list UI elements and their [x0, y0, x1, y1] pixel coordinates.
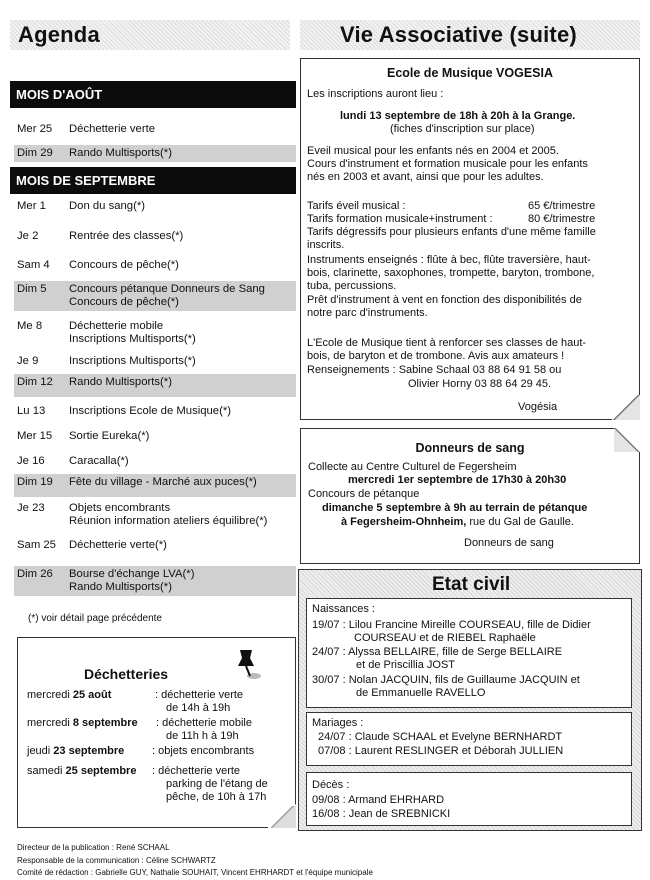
footer-communication: Responsable de la communication : Céline SCHWARTZ: [17, 856, 216, 865]
agenda-row: [14, 281, 296, 311]
mariage-line: 24/07 : Claude SCHAAL et Evelyne BERNHARDT: [318, 731, 563, 743]
ecole-text: nés en 2003 et avant, ainsi que pour les adultes.: [307, 171, 544, 183]
agenda-date: Dim 5: [17, 283, 47, 295]
ecole-text: (fiches d'inscription sur place): [390, 123, 535, 135]
deces-line: 09/08 : Armand EHRHARD: [312, 794, 445, 806]
month-september: MOIS DE SEPTEMBRE: [10, 167, 296, 194]
dechetterie-date-bold: 25 septembre: [65, 765, 137, 777]
agenda-row: [14, 500, 296, 530]
agenda-event: Rentrée des classes(*): [69, 230, 184, 242]
ecole-text: bois, de baryton et de trombone. Avis aux amateurs !: [307, 350, 565, 362]
donneurs-signature: Donneurs de sang: [464, 537, 554, 549]
ecole-text: Eveil musical pour les enfants nés en 2004 et 2005.: [307, 145, 559, 157]
agenda-date: Mer 25: [17, 123, 53, 135]
agenda-row: [14, 474, 296, 497]
donneurs-title: Donneurs de sang: [415, 441, 525, 455]
deces-label: Décès :: [312, 779, 350, 791]
agenda-date: Dim 26: [17, 568, 53, 580]
agenda-event: Inscriptions Multisports(*): [69, 355, 196, 367]
donneurs-text: mercredi 1er septembre de 17h30 à 20h30: [348, 474, 567, 486]
agenda-date: Mer 15: [17, 430, 53, 442]
donneurs-text: à Fegersheim-Ohnheim,: [341, 516, 467, 528]
ecole-signature: Vogésia: [518, 401, 558, 413]
pushpin-icon: [230, 644, 270, 689]
agenda-date: Dim 19: [17, 476, 53, 488]
ecole-title: Ecole de Musique VOGESIA: [386, 66, 553, 80]
agenda-event: Inscriptions Ecole de Musique(*): [69, 405, 231, 417]
agenda-row: [14, 145, 296, 162]
agenda-event: Concours de pêche(*): [69, 296, 179, 308]
mariages-label: Mariages :: [312, 717, 364, 729]
agenda-row: [14, 318, 296, 348]
ecole-text: L'Ecole de Musique tient à renforcer ses classes de haut-: [307, 337, 587, 349]
dechetterie-date: [27, 689, 111, 702]
vie-header: Vie Associative (suite): [340, 22, 577, 47]
agenda-event: Réunion information ateliers équilibre(*): [69, 515, 268, 527]
ecole-text: Olivier Horny 03 88 64 29 45.: [408, 378, 552, 390]
dechetterie-info: : déchetterie verte: [155, 689, 244, 701]
agenda-date: Lu 13: [17, 405, 46, 417]
dechetterie-date: [27, 717, 138, 730]
dechetterie-day: samedi: [27, 765, 66, 777]
agenda-date: Sam 4: [17, 259, 50, 271]
agenda-event: Déchetterie mobile: [69, 320, 164, 332]
ecole-text: Tarifs dégressifs pour plusieurs enfants d'une même famille: [307, 226, 596, 238]
agenda-event: Don du sang(*): [69, 200, 145, 212]
agenda-row: [14, 566, 296, 596]
dechetterie-info: : déchetterie mobile: [156, 717, 252, 729]
agenda-row: [14, 374, 296, 397]
agenda-event: Caracalla(*): [69, 455, 129, 467]
agenda-header: Agenda: [18, 22, 100, 47]
agenda-date: Je 9: [17, 355, 39, 367]
ecole-text: notre parc d'instruments.: [307, 307, 428, 319]
agenda-event: Concours pétanque Donneurs de Sang: [69, 283, 265, 295]
agenda-event: Sortie Eureka(*): [69, 430, 150, 442]
dechetterie-date-bold: 23 septembre: [53, 745, 125, 757]
agenda-event: Rando Multisports(*): [69, 376, 172, 388]
agenda-event: Objets encombrants: [69, 502, 171, 514]
ecole-text: Renseignements : Sabine Schaal 03 88 64 91 58 ou: [307, 364, 562, 376]
agenda-date: Je 23: [17, 502, 45, 514]
agenda-note: (*) voir détail page précédente: [28, 613, 162, 624]
donneurs-text: Collecte au Centre Culturel de Fegersheim: [308, 461, 517, 473]
ecole-text: Les inscriptions auront lieu :: [307, 88, 444, 100]
naissances-label: Naissances :: [312, 603, 375, 615]
ecole-text: Instruments enseignés : flûte à bec, flûte traversière, haut-: [307, 254, 591, 266]
dechetterie-date-bold: 25 août: [72, 689, 112, 701]
naissance-line: et de Priscillia JOST: [356, 659, 456, 671]
dechetterie-date-bold: 8 septembre: [72, 717, 138, 729]
agenda-row: [14, 403, 296, 420]
agenda-event: Déchetterie verte(*): [69, 539, 167, 551]
ecole-text: 65 €/trimestre: [528, 200, 596, 212]
agenda-date: Me 8: [17, 320, 43, 332]
naissance-line: de Emmanuelle RAVELLO: [356, 687, 486, 699]
dechetterie-day: jeudi: [27, 745, 54, 757]
page-curl: [268, 806, 296, 828]
agenda-event: Rando Multisports(*): [69, 147, 172, 159]
ecole-text: Cours d'instrument et formation musicale pour les enfants: [307, 158, 588, 170]
naissance-line: 24/07 : Alyssa BELLAIRE, fille de Serge BELLAIRE: [312, 646, 563, 658]
agenda-row: [14, 537, 296, 554]
footer-committee: Comité de rédaction : Gabrielle GUY, Nathalie SOUHAIT, Vincent EHRHARDT et l'équipe municipale: [17, 868, 373, 877]
dechetterie-info: parking de l'étang de: [166, 778, 268, 790]
donneurs-text: dimanche 5 septembre à 9h au terrain de pétanque: [322, 502, 588, 514]
dechetterie-date: [27, 765, 136, 778]
agenda-date: Je 2: [17, 230, 39, 242]
agenda-date: Je 16: [17, 455, 45, 467]
footer-director: Directeur de la publication : René SCHAAL: [17, 843, 170, 852]
agenda-event: Concours de pêche(*): [69, 259, 179, 271]
naissance-line: 19/07 : Lilou Francine Mireille COURSEAU, fille de Didier: [312, 619, 591, 631]
agenda-date: Mer 1: [17, 200, 46, 212]
naissance-line: 30/07 : Nolan JACQUIN, fils de Guillaume JACQUIN et: [312, 674, 580, 686]
dechetterie-info: : objets encombrants: [152, 745, 255, 757]
dechetterie-day: mercredi: [27, 717, 73, 729]
agenda-event: Rando Multisports(*): [69, 581, 172, 593]
agenda-row: [14, 453, 296, 470]
agenda-event: Inscriptions Multisports(*): [69, 333, 196, 345]
ecole-text: Tarifs éveil musical :: [307, 200, 406, 212]
donneurs-text: rue du Gal de Gaulle.: [466, 516, 574, 528]
naissance-line: COURSEAU et de RIEBEL Raphaële: [354, 632, 536, 644]
agenda-row: [14, 257, 296, 274]
ecole-text: 80 €/trimestre: [528, 213, 596, 225]
agenda-row: [14, 353, 296, 370]
dechetterie-info: : déchetterie verte: [152, 765, 241, 777]
dechetterie-info: de 14h à 19h: [166, 702, 231, 714]
dechetterie-info: pêche, de 10h à 17h: [166, 791, 267, 803]
dechetterie-date: [27, 745, 124, 758]
ecole-text: Prêt d'instrument à vent en fonction des disponibilités de: [307, 294, 582, 306]
agenda-row: [14, 198, 296, 215]
agenda-date: Dim 12: [17, 376, 53, 388]
ecole-text: inscrits.: [307, 239, 345, 251]
donneurs-text: Concours de pétanque: [308, 488, 420, 500]
agenda-row: [14, 121, 296, 138]
agenda-date: Dim 29: [17, 147, 53, 159]
agenda-event: Fête du village - Marché aux puces(*): [69, 476, 257, 488]
ecole-page-curl: [612, 395, 640, 420]
agenda-row: [14, 428, 296, 445]
ecole-text: Tarifs formation musicale+instrument :: [307, 213, 493, 225]
ecole-text: bois, clarinette, saxophones, trompette, baryton, trombone,: [307, 267, 595, 279]
ecole-text: tuba, percussions.: [307, 280, 397, 292]
agenda-row: [14, 228, 296, 245]
etat-civil-title: Etat civil: [432, 574, 511, 595]
month-august: MOIS D'AOÛT: [10, 81, 296, 108]
agenda-date: Sam 25: [17, 539, 56, 551]
agenda-event: Déchetterie verte: [69, 123, 156, 135]
mariage-line: 07/08 : Laurent RESLINGER et Déborah JULLIEN: [318, 745, 564, 757]
ecole-text: lundi 13 septembre de 18h à 20h à la Grange.: [340, 110, 576, 122]
dechetterie-day: mercredi: [27, 689, 73, 701]
dechetterie-info: de 11h h à 19h: [166, 730, 239, 742]
dechetteries-title: Déchetteries: [84, 666, 169, 682]
agenda-event: Bourse d'échange LVA(*): [69, 568, 195, 580]
deces-line: 16/08 : Jean de SREBNICKI: [312, 808, 451, 820]
